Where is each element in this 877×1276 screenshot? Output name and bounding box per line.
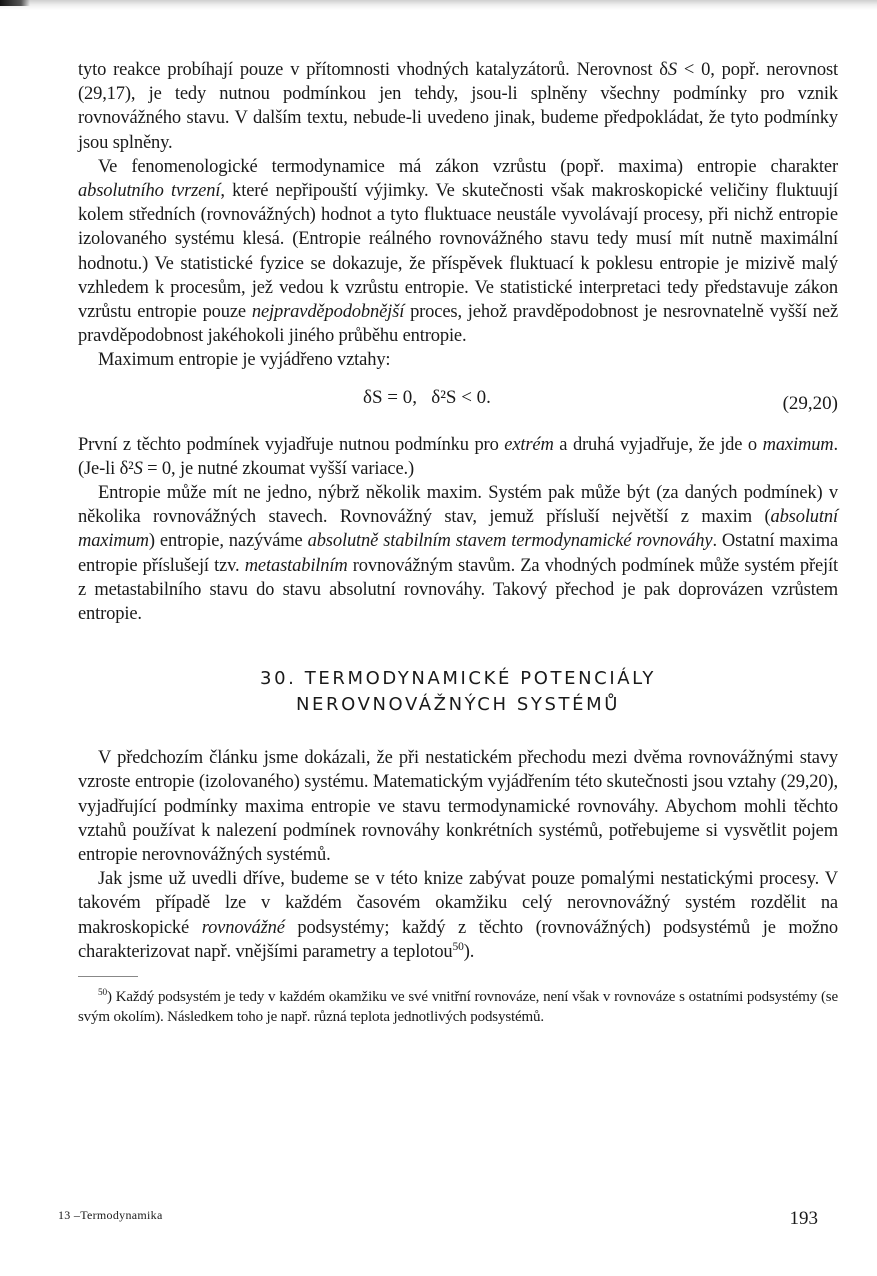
paragraph — [78, 155, 838, 349]
paragraph — [78, 58, 838, 155]
emphasis-text: rovnovážné — [201, 917, 285, 938]
equation-number: (29,20) — [782, 392, 838, 414]
footnote — [78, 987, 838, 1027]
book-page — [78, 58, 838, 1027]
emphasis-text: metastabilním — [244, 555, 348, 576]
text-run: ) entropie, nazýváme — [148, 531, 308, 552]
text-run: Jak jsme už uvedli dříve, budeme se v této knize zabývat pouze pomalými nestatickými procesy. V takovém případě lze v každém časovém okamžiku celý nerovnovážný systém rozdělit na makroskopické — [78, 869, 838, 938]
emphasis-text: S — [667, 60, 677, 80]
text-run: Entropie může mít ne jedno, nýbrž několik maxim. Systém pak může být (za daných podmínek) v několika rovnovážných stavech. Rovnovážný stav, jemuž přísluší největší z maxim ( — [78, 483, 838, 528]
paragraph — [78, 481, 838, 626]
emphasis-text: nejpravděpodobnější — [251, 302, 405, 323]
text-run: rovnovážným stavům. Za vhodných podmínek může systém přejít z metastabilního stavu do stavu absolutní rovnováhy. Takový přechod je pak doprovázen vzrůstem entropie. — [78, 555, 839, 625]
text-run: V předchozím článku jsme dokázali, že při nestatickém přechodu mezi dvěma rovnovážnými stavy vzroste entropie (izolovaného) systému. Matematickým vyjádřením této skutečnosti jsou vztahy (29,20), vyjadřující podmínky maxima entropie ve stavu termodynamické rovnováhy. Abychom mohli těchto vztahů používat k nalezení podmínek rovnováhy konkrétních systémů, potřebujeme si vysvětlit pojem entropie nerovnovážných systémů. — [78, 748, 838, 866]
footnote-text: ) Každý podsystém je tedy v každém okamžiku ve své vnitřní rovnováze, není však v rovnováze s ostatními podsystémy (se svým okolím). Následkem toho je např. různá teplota jednotlivých podsystémů. — [78, 989, 838, 1026]
post-equation-paragraphs — [78, 433, 838, 627]
section-heading-line-2: NEROVNOVÁŽNÝCH SYSTÉMŮ — [295, 694, 621, 716]
footnote-reference: 50 — [452, 940, 464, 953]
footnote-marker: 50 — [98, 988, 107, 999]
footnote-divider — [78, 976, 138, 977]
printer-signature: 13 –Termodynamika — [58, 1208, 163, 1222]
emphasis-text: maximum — [762, 434, 834, 455]
emphasis-text: absolutního tvrzení — [78, 181, 221, 202]
emphasis-text: absolutně stabilním stavem termodynamické rovnováhy — [307, 531, 713, 552]
text-run: podsystémy; každý z těchto (rovnovážných) podsystémů je možno charakterizovat např. vnějšími parametry a teplotou — [78, 917, 838, 962]
paragraph — [78, 867, 838, 964]
paragraph — [78, 746, 838, 867]
equation-29-20 — [78, 387, 838, 427]
text-run: proces, jehož pravděpodobnost je nesrovnatelně vyšší než pravděpodobnost jakéhokoli jiného průběhu entropie. — [78, 302, 839, 347]
text-run: , které nepřipouští výjimky. Ve skutečnosti však makroskopické veličiny fluktuují kolem středních (rovnovážných) hodnot a tyto fluktuace neustále vyvolávají procesy, při nichž entropie izolovaného systému klesá. (Entropie reálného rovnovážného stavu tedy musí mít nutně maximální hodnotu.) Ve statistické fyzice se dokazuje, že příspěvek fluktuací k poklesu entropie je mizivě malý vzhledem k procesům, jež vedou k vzrůstu entropie. Ve statistické interpretaci tedy představuje zákon vzrůstu entropie pouze — [78, 181, 838, 323]
emphasis-text: S — [133, 458, 143, 479]
text-run: Ve fenomenologické termodynamice má zákon vzrůstu (popř. maxima) entropie charakter — [98, 156, 838, 177]
text-run: < 0, popř. nerovnost (29,17), je tedy nutnou podmínkou jen tehdy, jsou-li splněny všechny podmínky pro vznik rovnovážného stavu. V dalším textu, nebude-li uvedeno jinak, budeme předpokládat, že tyto podmínky jsou splněny. — [78, 60, 838, 153]
emphasis-text: extrém — [504, 434, 554, 455]
paragraph — [78, 348, 838, 372]
section-heading — [78, 666, 838, 718]
scan-corner-shadow — [0, 0, 30, 6]
scan-edge — [0, 0, 877, 10]
section-heading-line-1: 30. TERMODYNAMICKÉ POTENCIÁLY — [260, 668, 656, 690]
text-run: a druhá vyjadřuje, že jde o — [553, 434, 763, 455]
paragraph — [78, 433, 838, 481]
text-run: První z těchto podmínek vyjadřuje nutnou podmínku pro — [78, 434, 505, 455]
equation-expression: δS = 0, δ²S < 0. — [363, 386, 491, 408]
intro-paragraphs — [78, 58, 838, 373]
text-run: . (Je-li δ² — [78, 434, 838, 479]
page-number: 193 — [789, 1208, 818, 1229]
text-run: ). — [463, 941, 475, 962]
text-run: = 0, je nutné zkoumat vyšší variace.) — [142, 458, 415, 479]
section-body-paragraphs — [78, 746, 838, 964]
text-run: tyto reakce probíhají pouze v přítomnosti vhodných katalyzátorů. Nerovnost δ — [78, 60, 668, 80]
text-run: Maximum entropie je vyjádřeno vztahy: — [98, 350, 391, 371]
text-run: . Ostatní maxima entropie příslušejí tzv. — [78, 531, 839, 576]
emphasis-text: absolutní maximum — [78, 507, 838, 552]
